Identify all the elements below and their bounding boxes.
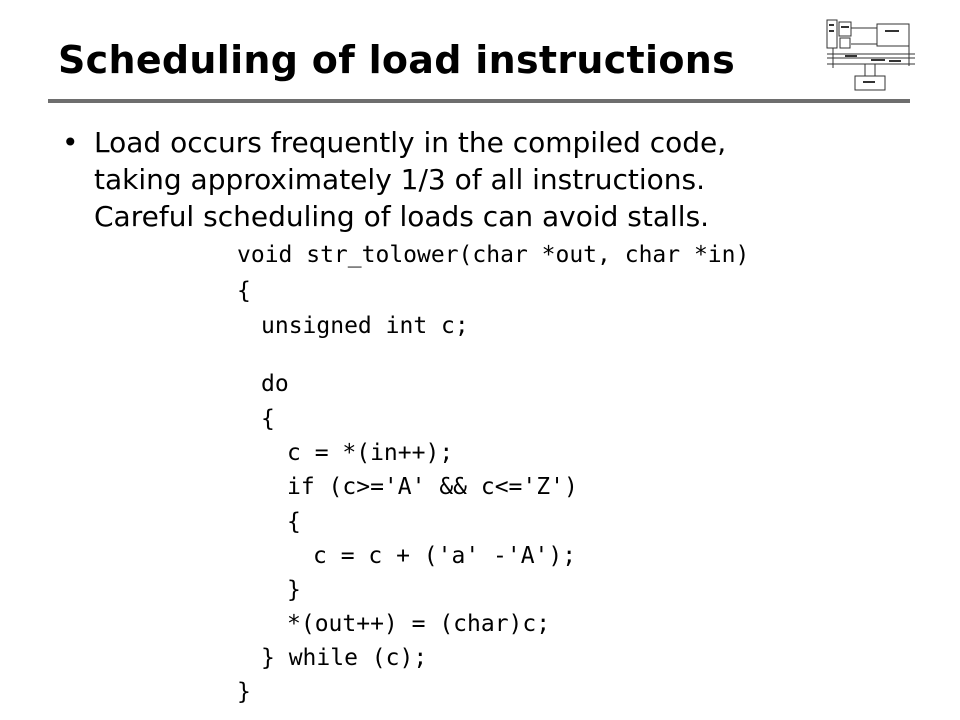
bullet-line: Careful scheduling of loads can avoid stalls. xyxy=(94,200,710,233)
bullet-text xyxy=(94,124,874,235)
code-line: } xyxy=(237,679,251,705)
bullet-line: taking approximately 1/3 of all instructions. xyxy=(94,163,705,196)
code-line: if (c>='A' && c<='Z') xyxy=(287,474,578,500)
code-line: void str_tolower(char *out, char *in) xyxy=(237,242,750,268)
code-line: unsigned int c; xyxy=(261,313,469,339)
bullet-dot: • xyxy=(62,126,79,159)
code-line: } xyxy=(287,577,301,603)
code-line: c = *(in++); xyxy=(287,440,454,466)
bullet-line: Load occurs frequently in the compiled code, xyxy=(94,126,727,159)
code-line: } while (c); xyxy=(261,645,428,671)
code-line: c = c + ('a' -'A'); xyxy=(313,543,577,569)
pipeline-datapath-thumbnail-icon xyxy=(825,18,917,92)
code-line: { xyxy=(287,509,301,535)
slide-title: Scheduling of load instructions xyxy=(58,38,736,82)
code-line: *(out++) = (char)c; xyxy=(287,611,551,637)
code-line: do xyxy=(261,371,289,397)
code-line: { xyxy=(237,278,251,304)
code-line: { xyxy=(261,406,275,432)
title-underline xyxy=(48,99,910,103)
